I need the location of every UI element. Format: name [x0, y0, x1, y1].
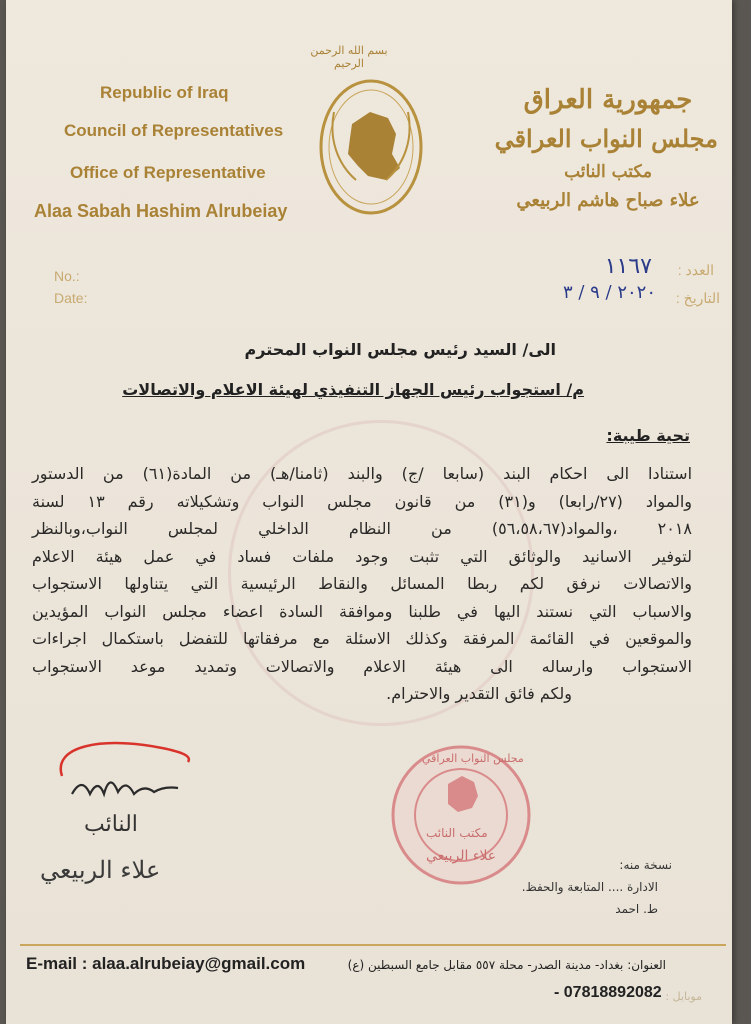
footer-mobile-label: موبايل :	[665, 990, 702, 1003]
copies-item: ط. احمد	[615, 902, 658, 916]
letter-body	[32, 460, 692, 708]
letter-addressee: الى/ السيد رئيس مجلس النواب المحترم	[244, 340, 556, 359]
letter-subject: م/ استجواب رئيس الجهاز التنفيذي لهيئة الاعلام والاتصالات	[122, 380, 584, 399]
body-line: الاستجواب وارساله الى هيئة الاعلام والاتصالات وتمديد موعد الاستجواب	[32, 656, 692, 676]
body-line: ٢٠١٨ ،والمواد(٥٦،٥٨،٦٧) من النظام الداخلي لمجلس النواب،وبالنظر	[32, 519, 692, 538]
country-name-ar: جمهورية العراق	[523, 85, 693, 115]
body-line: والاتصالات نرفق لكم ربطا المسائل والنقاط الرئيسية التي يتناولها الاستجواب	[32, 574, 692, 593]
handwritten-signature-icon	[42, 736, 202, 806]
letter-sheet	[6, 0, 732, 1024]
number-label-ar: العدد :	[677, 262, 714, 278]
seal-inner-bottom: علاء الربيعي	[426, 848, 497, 864]
number-value: ١١٦٧	[604, 254, 652, 279]
seal-outer-text: مجلس النواب العراقي	[422, 752, 524, 765]
iraq-map-emblem-icon	[308, 72, 434, 222]
arabic-letterhead	[494, 80, 718, 216]
footer-divider	[20, 944, 726, 946]
country-name: Republic of Iraq	[100, 83, 229, 102]
signatory-name: علاء الربيعي	[40, 856, 161, 884]
copies-item: الادارة .... المتابعة والحفظ.	[521, 880, 658, 894]
footer-address: العنوان: بغداد- مدينة الصدر- محلة ٥٥٧ مقابل جامع السبطين (ع)	[347, 958, 666, 972]
office-name-ar: مكتب النائب	[564, 162, 652, 182]
body-line: والمواد (٢٧/رابعا) و(٣١) من قانون مجلس النواب وتشكيلاته رقم ١٣ لسنة	[32, 491, 692, 511]
council-name: Council of Representatives	[64, 121, 284, 140]
copies-heading: نسخة منه:	[619, 858, 672, 872]
body-line: لتوفير الاسانيد والوثائق التي تثبت وجود ملفات فساد في عمل هيئة الاعلام	[32, 546, 692, 566]
date-value: ٢٠٢٠ / ٩ / ٣	[562, 282, 656, 303]
letter-greeting: تحية طيبة:	[606, 426, 690, 445]
body-line: استنادا الى احكام البند (سابعا /ج) والبند (ثامنا/هـ) من المادة(٦١) من الدستور	[32, 464, 693, 483]
date-label-en: Date:	[54, 290, 88, 306]
representative-name: Alaa Sabah Hashim Alrubeiay	[34, 201, 288, 221]
seal-inner-top: مكتب النائب	[426, 826, 488, 840]
body-line: والموقعين في القائمة المرفقة وكذلك الاسئلة مع مرفقاتها للتفضل باستكمال اجراءات	[32, 629, 692, 648]
council-name-ar: مجلس النواب العراقي	[494, 124, 718, 153]
signatory-title: النائب	[84, 812, 138, 837]
number-label-en: No.:	[54, 268, 80, 284]
body-line: والاسباب التي نستند اليها في طلبنا وموافقة السادة اعضاء مجلس النواب المؤيدين	[32, 601, 692, 621]
body-line: ولكم فائق التقدير والاحترام.	[386, 684, 572, 703]
copies-list	[522, 854, 672, 920]
office-name: Office of Representative	[70, 163, 266, 182]
footer-mobile: - 07818892082	[554, 984, 662, 1001]
date-label-ar: التاريخ :	[675, 290, 720, 306]
representative-name-ar: علاء صباح هاشم الربيعي	[516, 190, 700, 211]
footer-email: E-mail : alaa.alrubeiay@gmail.com	[26, 954, 306, 973]
basmala: بسم الله الرحمن الرحيم	[310, 44, 388, 70]
